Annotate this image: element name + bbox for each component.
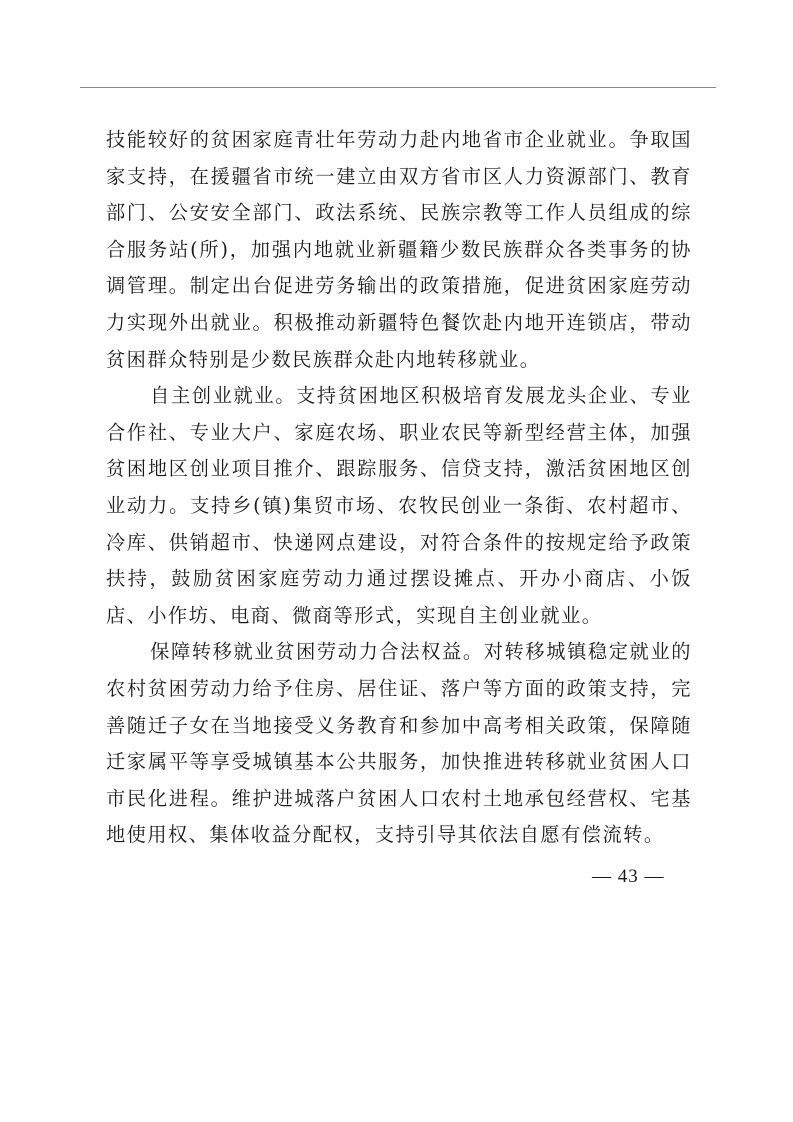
body-text	[106, 122, 692, 854]
page-number: — 43 —	[592, 866, 665, 887]
header-rule	[80, 87, 716, 88]
paragraph-self-employment: 自主创业就业。支持贫困地区积极培育发展龙头企业、专业合作社、专业大户、家庭农场、职业农民等新型经营主体，加强贫困地区创业项目推介、跟踪服务、信贷支持，激活贫困地区创业动力。支持乡(镇)集贸市场、农牧民创业一条街、农村超市、冷库、供销超市、快递网点建设，对符合条件的按规定给予政策扶持，鼓励贫困家庭劳动力通过摆设摊点、开办小商店、小饭店、小作坊、电商、微商等形式，实现自主创业就业。	[106, 384, 692, 627]
paragraph-rights-protection: 保障转移就业贫困劳动力合法权益。对转移城镇稳定就业的农村贫困劳动力给予住房、居住证、落户等方面的政策支持，完善随迁子女在当地接受义务教育和参加中高考相关政策，保障随迁家属平等享受城镇基本公共服务，加快推进转移就业贫困人口市民化进程。维护进城落户贫困人口农村土地承包经营权、宅基地使用权、集体收益分配权，支持引导其依法自愿有偿流转。	[106, 640, 692, 847]
paragraph-continued: 技能较好的贫困家庭青壮年劳动力赴内地省市企业就业。争取国家支持，在援疆省市统一建立由双方省市区人力资源部门、教育部门、公安安全部门、政法系统、民族宗教等工作人员组成的综合服务站(所)，加强内地就业新疆籍少数民族群众各类事务的协调管理。制定出台促进劳务输出的政策措施，促进贫困家庭劳动力实现外出就业。积极推动新疆特色餐饮赴内地开连锁店，带动贫困群众特别是少数民族群众赴内地转移就业。	[106, 128, 692, 371]
